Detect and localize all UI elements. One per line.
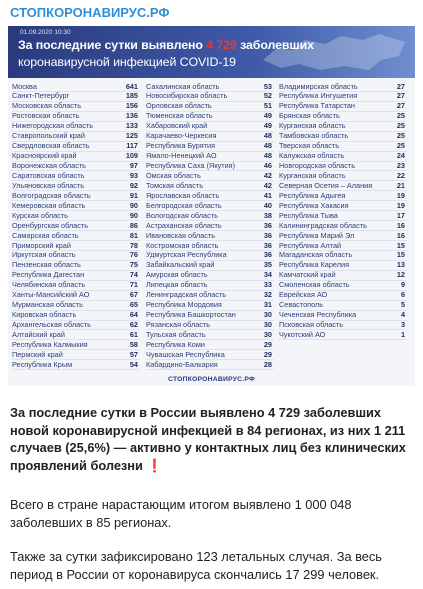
region-count: 16: [396, 230, 405, 240]
region-name: Тюменская область: [146, 111, 213, 121]
region-row: [146, 201, 274, 211]
region-count: 90: [129, 210, 138, 220]
region-row: [12, 251, 140, 261]
region-count: 22: [396, 170, 405, 180]
region-name: Липецкая область: [146, 280, 208, 290]
region-count: 1: [400, 329, 405, 339]
region-row: [279, 201, 407, 211]
region-name: Ульяновская область: [12, 180, 85, 190]
region-count: 48: [263, 141, 272, 151]
region-name: Архангельская область: [12, 320, 91, 329]
region-row: [12, 340, 140, 350]
region-row: [279, 102, 407, 112]
region-name: Ханты-Мансийский АО: [12, 290, 90, 300]
region-row: [12, 92, 140, 102]
region-name: Астраханская область: [146, 220, 222, 230]
region-row: [279, 181, 407, 191]
region-row: [279, 291, 407, 301]
region-name: Камчатский край: [279, 270, 336, 280]
region-row: [279, 132, 407, 142]
region-count: 49: [263, 121, 272, 131]
region-name: Саратовская область: [12, 170, 85, 180]
region-name: Смоленская область: [279, 280, 350, 290]
region-row: [146, 340, 274, 350]
region-count: 185: [125, 91, 138, 101]
headline-line-1: [18, 38, 314, 52]
footer-logo-text: СТОПКОРОНАВИРУС.РФ: [168, 375, 255, 383]
region-row: [146, 171, 274, 181]
region-row: [12, 291, 140, 301]
region-name: Владимирская область: [279, 81, 358, 91]
region-name: Новосибирская область: [146, 91, 228, 101]
region-row: [279, 142, 407, 152]
region-name: Костромская область: [146, 240, 219, 250]
region-count: 6: [400, 290, 405, 300]
region-count: 38: [263, 210, 272, 220]
region-count: 40: [263, 200, 272, 210]
region-count: 25: [396, 121, 405, 131]
region-count: 19: [396, 200, 405, 210]
region-row: [279, 152, 407, 162]
region-row: [12, 122, 140, 132]
region-row: [12, 162, 140, 172]
region-name: Сахалинская область: [146, 81, 220, 91]
region-name: Республика Калмыкия: [12, 339, 88, 349]
region-name: Чеченская Республика: [279, 310, 357, 320]
region-count: 641: [125, 81, 138, 91]
region-count: 27: [396, 91, 405, 101]
russia-map-icon: [259, 30, 409, 74]
message-paragraph-2: Всего в стране нарастающим итогом выявлено 1 000 048 заболевших в 85 регионах.: [10, 497, 352, 530]
region-count: 30: [263, 329, 272, 339]
region-count: 92: [129, 180, 138, 190]
region-row: [12, 231, 140, 241]
region-count: 57: [129, 349, 138, 359]
region-name: Свердловская область: [12, 141, 90, 151]
region-count: 15: [396, 250, 405, 260]
region-row: [279, 122, 407, 132]
region-name: Карачаево-Черкесия: [146, 131, 217, 141]
regions-column-3: [279, 82, 407, 340]
region-row: [279, 321, 407, 331]
region-row: [146, 271, 274, 281]
region-name: Красноярский край: [12, 151, 77, 161]
region-row: [146, 330, 274, 340]
region-name: Мурманская область: [12, 300, 83, 310]
region-row: [279, 281, 407, 291]
region-row: [146, 261, 274, 271]
region-name: Московская область: [12, 101, 82, 111]
region-row: [12, 132, 140, 142]
region-name: Томская область: [146, 180, 204, 190]
region-count: 42: [263, 180, 272, 190]
region-row: [279, 82, 407, 92]
region-row: [279, 191, 407, 201]
region-row: [279, 92, 407, 102]
region-count: 41: [263, 190, 272, 200]
region-name: Волгоградская область: [12, 190, 91, 200]
region-name: Оренбургская область: [12, 220, 89, 230]
region-row: [146, 142, 274, 152]
region-row: [12, 171, 140, 181]
region-count: 86: [129, 220, 138, 230]
region-row: [279, 311, 407, 321]
region-count: 29: [263, 349, 272, 359]
region-name: Республика Тыва: [279, 210, 338, 220]
region-name: Республика Ингушетия: [279, 91, 358, 101]
region-name: Рязанская область: [146, 320, 211, 329]
region-name: Республика Карелия: [279, 260, 350, 270]
region-count: 133: [125, 121, 138, 131]
region-name: Магаданская область: [279, 250, 353, 260]
region-count: 125: [125, 131, 138, 141]
region-row: [12, 360, 140, 370]
region-count: 17: [396, 210, 405, 220]
region-name: Республика Башкортостан: [146, 310, 236, 320]
region-name: Республика Саха (Якутия): [146, 161, 236, 170]
region-count: 75: [129, 260, 138, 270]
region-row: [146, 191, 274, 201]
regions-column-1: [12, 82, 140, 370]
infographic-footer-logo: [8, 372, 415, 386]
region-row: [12, 301, 140, 311]
region-count: 53: [263, 81, 272, 91]
region-name: Ивановская область: [146, 230, 216, 240]
region-name: Республика Татарстан: [279, 101, 355, 111]
region-count: 136: [125, 111, 138, 121]
region-count: 13: [396, 260, 405, 270]
region-name: Псковская область: [279, 320, 344, 329]
region-row: [279, 241, 407, 251]
region-name: Челябинская область: [12, 280, 86, 290]
region-row: [12, 191, 140, 201]
report-date: 01.09.2020 10:30: [20, 29, 71, 36]
region-name: Республика Алтай: [279, 240, 342, 250]
region-name: Пермский край: [12, 349, 63, 359]
region-name: Омская область: [146, 170, 201, 180]
infographic-banner: [8, 26, 415, 78]
region-name: Республика Мордовия: [146, 300, 222, 310]
region-count: 74: [129, 270, 138, 280]
region-row: [279, 231, 407, 241]
region-row: [279, 330, 407, 340]
region-count: 71: [129, 280, 138, 290]
headline-suffix: заболевших: [240, 38, 314, 52]
region-count: 19: [396, 190, 405, 200]
region-count: 51: [263, 101, 272, 111]
region-count: 64: [129, 310, 138, 320]
region-row: [12, 321, 140, 331]
region-count: 36: [263, 240, 272, 250]
message-paragraph-1: [10, 404, 412, 474]
region-name: Калининградская область: [279, 220, 367, 230]
region-row: [279, 271, 407, 281]
region-row: [146, 231, 274, 241]
region-name: Удмуртская Республика: [146, 250, 227, 260]
region-name: Нижегородская область: [12, 121, 94, 131]
region-row: [146, 350, 274, 360]
region-name: Ставропольский край: [12, 131, 85, 141]
region-name: Тамбовская область: [279, 131, 349, 141]
region-name: Вологодская область: [146, 210, 218, 220]
region-count: 117: [126, 141, 138, 151]
region-row: [12, 311, 140, 321]
region-name: Белгородская область: [146, 200, 222, 210]
region-name: Приморский край: [12, 240, 71, 250]
region-row: [12, 350, 140, 360]
region-count: 67: [129, 290, 138, 300]
region-row: [146, 92, 274, 102]
region-count: 25: [396, 111, 405, 121]
region-row: [279, 112, 407, 122]
region-name: Москва: [12, 81, 37, 91]
region-name: Алтайский край: [12, 329, 65, 339]
region-row: [146, 291, 274, 301]
region-row: [12, 142, 140, 152]
region-name: Ростовская область: [12, 111, 80, 121]
channel-title[interactable]: СТОПКОРОНАВИРУС.РФ: [10, 5, 170, 20]
region-name: Кабардино-Балкария: [146, 359, 218, 369]
region-count: 52: [263, 91, 272, 101]
region-row: [146, 181, 274, 191]
region-name: Пензенская область: [12, 260, 81, 270]
region-row: [146, 122, 274, 132]
region-name: Чукотский АО: [279, 329, 326, 339]
headline-line-2: коронавирусной инфекцией COVID-19: [18, 55, 236, 69]
region-row: [146, 281, 274, 291]
region-count: 27: [396, 81, 405, 91]
region-name: Хабаровский край: [146, 121, 208, 131]
region-name: Калужская область: [279, 151, 345, 161]
region-name: Республика Хакасия: [279, 200, 349, 210]
region-name: Воронежская область: [12, 161, 86, 170]
region-name: Республика Адыгея: [279, 190, 346, 200]
region-name: Брянская область: [279, 111, 340, 121]
region-name: Северная Осетия – Алания: [279, 180, 373, 190]
region-name: Республика Бурятия: [146, 141, 216, 151]
region-name: Курская область: [12, 210, 68, 220]
region-count: 36: [263, 220, 272, 230]
region-row: [146, 132, 274, 142]
region-name: Республика Дагестан: [12, 270, 85, 280]
region-row: [146, 221, 274, 231]
region-name: Иркутская область: [12, 250, 76, 260]
region-row: [146, 360, 274, 370]
region-name: Тульская область: [146, 329, 206, 339]
region-row: [12, 330, 140, 340]
region-name: Кировская область: [12, 310, 77, 320]
region-name: Самарская область: [12, 230, 79, 240]
region-name: Ярославская область: [146, 190, 220, 200]
region-count: 91: [129, 190, 138, 200]
region-row: [12, 221, 140, 231]
region-count: 58: [129, 339, 138, 349]
headline-number: 4 729: [206, 38, 237, 52]
region-row: [12, 211, 140, 221]
message-paragraph-1-text: За последние сутки в России выявлено 4 729 заболевших новой коронавирусной инфекцией в 84 регионах, из них 1 211 случаев (25,6%) — активно у контактных лиц без клинических проявлений болезни: [10, 405, 406, 473]
region-count: 28: [263, 359, 272, 369]
region-count: 109: [125, 151, 138, 161]
region-count: 81: [129, 230, 138, 240]
region-count: 21: [396, 180, 405, 190]
region-row: [12, 152, 140, 162]
region-row: [146, 251, 274, 261]
region-count: 12: [396, 270, 405, 280]
region-row: [279, 221, 407, 231]
regions-column-2: [146, 82, 274, 370]
region-row: [12, 82, 140, 92]
region-count: 48: [263, 131, 272, 141]
region-count: 34: [263, 270, 272, 280]
region-row: [12, 241, 140, 251]
region-row: [279, 261, 407, 271]
region-name: Курганская область: [279, 121, 346, 131]
region-name: Тверская область: [279, 141, 340, 151]
region-count: 30: [263, 320, 272, 329]
region-name: Амурская область: [146, 270, 208, 280]
region-count: 4: [400, 310, 405, 320]
headline-prefix: За последние сутки: [18, 38, 138, 52]
region-count: 93: [129, 170, 138, 180]
region-row: [12, 261, 140, 271]
region-row: [12, 281, 140, 291]
region-count: 23: [396, 161, 405, 170]
headline-mid: выявлено: [141, 38, 203, 52]
region-row: [279, 251, 407, 261]
region-row: [146, 301, 274, 311]
region-row: [146, 82, 274, 92]
region-name: Кемеровская область: [12, 200, 86, 210]
region-count: 25: [396, 141, 405, 151]
region-count: 97: [129, 161, 138, 170]
region-count: 48: [263, 151, 272, 161]
region-row: [12, 271, 140, 281]
region-name: Забайкальский край: [146, 260, 215, 270]
region-count: 62: [129, 320, 138, 329]
region-row: [146, 112, 274, 122]
region-row: [12, 102, 140, 112]
region-count: 24: [396, 151, 405, 161]
region-count: 76: [129, 250, 138, 260]
region-name: Новгородская область: [279, 161, 356, 170]
region-count: 46: [263, 161, 272, 170]
region-row: [146, 311, 274, 321]
region-row: [146, 211, 274, 221]
region-name: Санкт-Петербург: [12, 91, 70, 101]
region-name: Орловская область: [146, 101, 212, 111]
exclamation-icon: ❗: [146, 457, 163, 473]
region-count: 36: [263, 230, 272, 240]
region-name: Чувашская Республика: [146, 349, 225, 359]
region-row: [146, 152, 274, 162]
region-count: 78: [129, 240, 138, 250]
region-name: Севастополь: [279, 300, 324, 310]
message-paragraph-3: Также за сутки зафиксировано 123 летальных случая. За весь период в России от коронавируса скончались 17 299 человек.: [10, 549, 382, 582]
region-row: [279, 171, 407, 181]
region-row: [12, 181, 140, 191]
region-count: 25: [396, 131, 405, 141]
region-count: 32: [263, 290, 272, 300]
region-name: Республика Марий Эл: [279, 230, 355, 240]
region-count: 61: [129, 329, 138, 339]
region-row: [12, 112, 140, 122]
region-name: Ямало-Ненецкий АО: [146, 151, 217, 161]
region-count: 15: [396, 240, 405, 250]
region-count: 30: [263, 310, 272, 320]
region-row: [146, 241, 274, 251]
covid-infographic[interactable]: [8, 26, 415, 386]
region-name: Ленинградская область: [146, 290, 227, 300]
region-count: 33: [263, 280, 272, 290]
region-count: 54: [129, 359, 138, 369]
region-name: Республика Коми: [146, 339, 205, 349]
region-count: 5: [400, 300, 405, 310]
region-name: Республика Крым: [12, 359, 73, 369]
region-count: 35: [263, 260, 272, 270]
region-row: [12, 201, 140, 211]
region-count: 3: [400, 320, 405, 329]
region-count: 16: [396, 220, 405, 230]
region-row: [146, 321, 274, 331]
region-count: 90: [129, 200, 138, 210]
region-name: Курганская область: [279, 170, 346, 180]
region-row: [146, 162, 274, 172]
region-row: [279, 301, 407, 311]
region-count: 29: [263, 339, 272, 349]
region-count: 49: [263, 111, 272, 121]
region-row: [279, 162, 407, 172]
region-name: Еврейская АО: [279, 290, 328, 300]
region-count: 9: [400, 280, 405, 290]
region-count: 31: [263, 300, 272, 310]
region-row: [146, 102, 274, 112]
region-count: 36: [263, 250, 272, 260]
region-row: [279, 211, 407, 221]
region-count: 27: [396, 101, 405, 111]
region-count: 42: [263, 170, 272, 180]
region-count: 65: [129, 300, 138, 310]
region-count: 156: [125, 101, 138, 111]
